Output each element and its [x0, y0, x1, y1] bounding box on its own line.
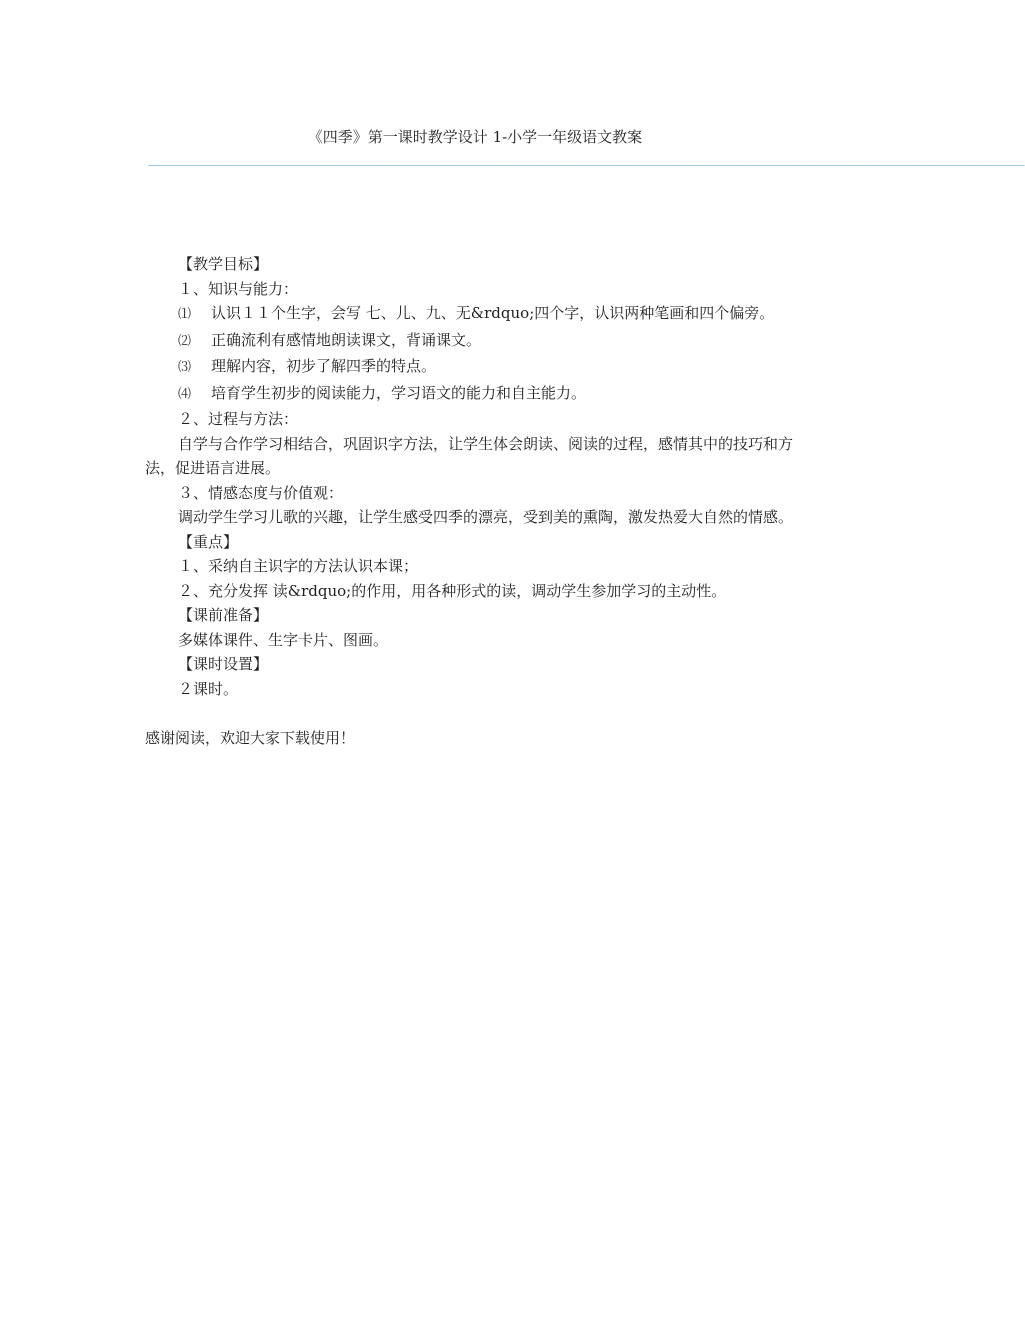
closing-note: 感谢阅读，欢迎大家下载使用！: [145, 728, 356, 747]
document-body: [145, 252, 807, 750]
paragraph-lesson-count: ２课时。: [178, 679, 239, 698]
section-heading-preparation: 【课前准备】: [178, 606, 269, 624]
list-number: ⑶: [178, 360, 192, 375]
section-heading-teaching-goals: 【教学目标】: [178, 255, 269, 273]
list-item-text: 培育学生初步的阅读能力，学习语文的能力和自主能力。: [211, 383, 587, 402]
list-number: ⑷: [178, 386, 192, 402]
list-item: [145, 354, 807, 381]
section-heading-lesson-count: 【课时设置】: [178, 655, 269, 673]
subheading-knowledge-ability: １、知识与能力：: [178, 279, 299, 298]
paragraph-preparation: 多媒体课件、生字卡片、图画。: [178, 630, 389, 649]
subheading-process-method: ２、过程与方法：: [178, 410, 299, 428]
subheading-emotion-values: ３、情感态度与价值观：: [178, 483, 344, 502]
list-item-text: 正确流利有感情地朗读课文，背诵课文。: [211, 330, 482, 349]
list-number: ⑴: [178, 307, 192, 322]
paragraph-emotion: 调动学生学习儿歌的兴趣，让学生感受四季的漂亮，受到美的熏陶，激发热爱大自然的情感。: [178, 508, 794, 526]
paragraph-process: 自学与合作学习相结合，巩固识字方法，让学生体会朗读、阅读的过程，感情其中的技巧和方法，促进语言进展。: [145, 434, 794, 477]
blank-line: [145, 701, 807, 726]
list-item-text: 理解内容，初步了解四季的特点。: [211, 357, 437, 375]
document-title: 《四季》第一课时教学设计 1-小学一年级语文教案: [307, 128, 643, 146]
key-point-item: １、采纳自主识字的方法认识本课；: [178, 557, 419, 575]
list-item: [145, 381, 807, 408]
list-item-text: 认识１１个生字，会写 七、儿、九、无&rdquo;四个字，认识两种笔画和四个偏旁。: [211, 304, 775, 322]
key-point-item: ２、充分发挥 读&rdquo;的作用，用各种形式的读，调动学生参加学习的主动性。: [178, 581, 727, 600]
list-item: [145, 301, 807, 328]
section-heading-key-points: 【重点】: [178, 532, 239, 551]
list-number: ⑵: [178, 333, 192, 349]
list-item: [145, 328, 807, 355]
title-divider: ________________________________________________________________________________________________________: [148, 150, 1025, 166]
